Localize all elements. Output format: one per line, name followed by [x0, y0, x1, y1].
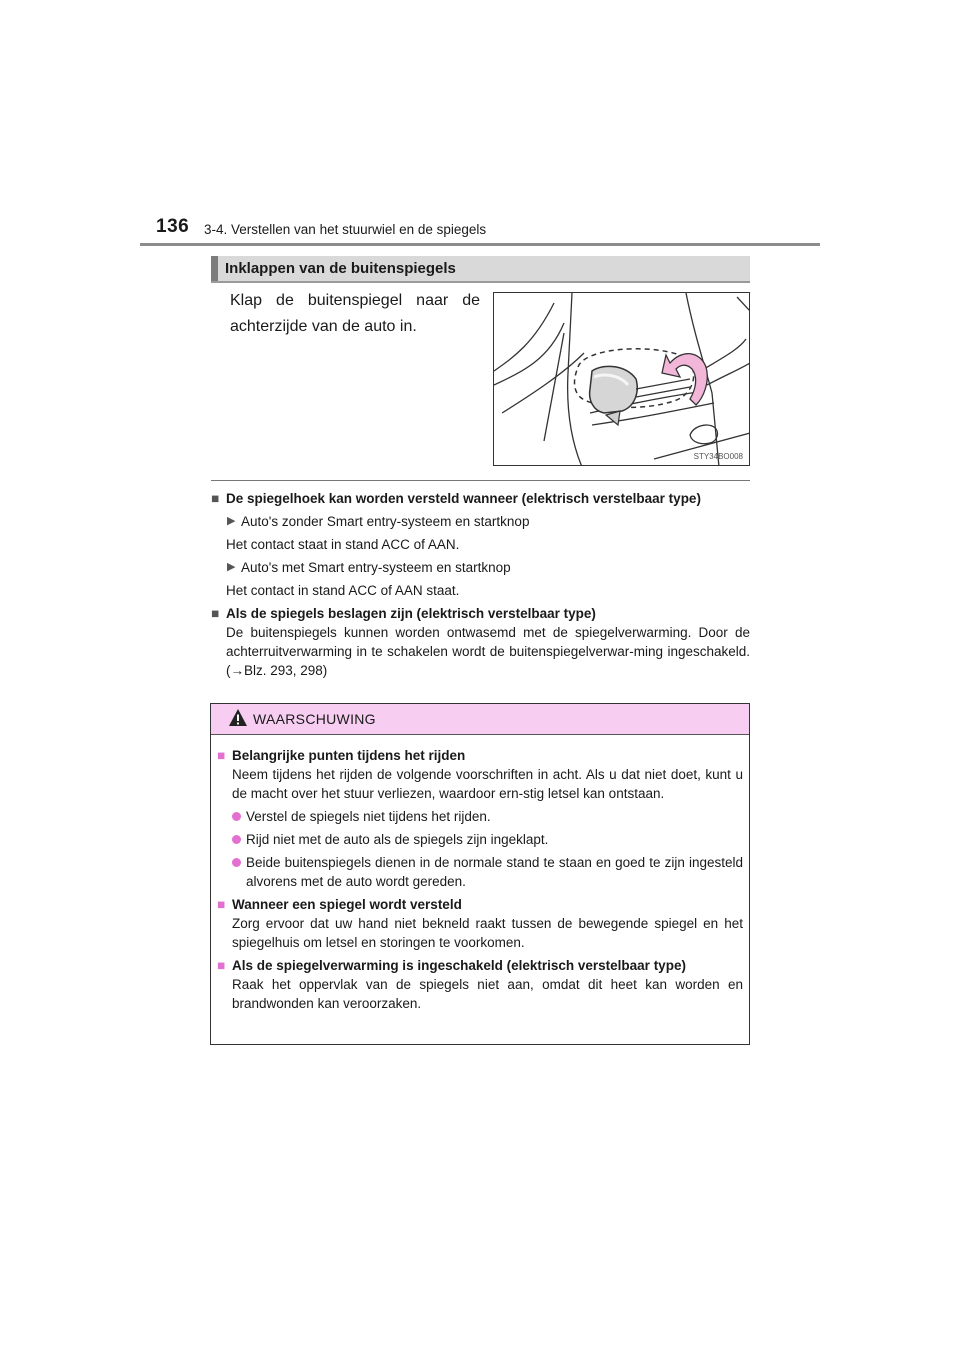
warning-header [211, 704, 749, 735]
warning-content [217, 746, 743, 1013]
warning-bullet [217, 853, 743, 891]
round-bullet-icon [232, 835, 241, 844]
bullet-text: Beide buitenspiegels dienen in de normale stand te staan en goed te zijn ingesteld alvorens met de auto wordt gereden. [246, 855, 743, 889]
note-heading-text: De spiegelhoek kan worden versteld wanneer (elektrisch verstelbaar type) [226, 491, 701, 506]
condition-item [211, 512, 750, 531]
round-bullet-icon [232, 812, 241, 821]
triangle-bullet-icon: ▶ [227, 515, 236, 527]
mirror-figure [493, 292, 750, 466]
condition-item [211, 558, 750, 577]
section-heading-bar [211, 256, 218, 281]
note-heading-text: Als de spiegels beslagen zijn (elektrisch verstelbaar type) [226, 606, 596, 621]
note-text: Het contact in stand ACC of AAN staat. [226, 583, 460, 598]
warning-title: WAARSCHUWING [253, 711, 376, 727]
note-heading [211, 604, 750, 623]
square-bullet-icon: ■ [217, 748, 226, 763]
square-bullet-icon: ■ [211, 491, 220, 506]
round-bullet-icon [232, 858, 241, 867]
page-number: 136 [156, 216, 190, 237]
warning-text: Neem tijdens het rijden de volgende voorschriften in acht. Als u dat niet doet, kunt u de macht over het stuur verliezen, waardoor ern-stig letsel kan ontstaan. [232, 767, 743, 801]
section-rule [211, 480, 750, 481]
square-bullet-icon: ■ [211, 606, 220, 621]
warning-heading [217, 746, 743, 765]
warning-bullet [217, 807, 743, 826]
section-title: Inklappen van de buitenspiegels [225, 260, 456, 277]
bullet-text: Verstel de spiegels niet tijdens het rijden. [246, 809, 491, 824]
warning-heading [217, 895, 743, 914]
chapter-title: 3-4. Verstellen van het stuurwiel en de spiegels [204, 222, 487, 237]
note-heading [211, 489, 750, 508]
section-heading [211, 256, 750, 283]
note-text: Het contact staat in stand ACC of AAN. [226, 537, 460, 552]
notes [211, 489, 750, 680]
warning-bullet [217, 830, 743, 849]
condition-text: Auto's met Smart entry-systeem en startknop [241, 560, 511, 575]
square-bullet-icon: ■ [217, 897, 226, 912]
warning-heading-text: Als de spiegelverwarming is ingeschakeld (elektrisch verstelbaar type) [232, 958, 686, 973]
square-bullet-icon: ■ [217, 958, 226, 973]
header-rule [140, 243, 820, 246]
bullet-text: Rijd niet met de auto als de spiegels zijn ingeklapt. [246, 832, 549, 847]
warning-text: Zorg ervoor dat uw hand niet bekneld raakt tussen de bewegende spiegel en het spiegelhuis om letsel en storingen te voorkomen. [232, 916, 743, 950]
warning-box [210, 703, 750, 1045]
note-text: De buitenspiegels kunnen worden ontwasemd met de spiegelverwarming. Door de achterruitverwarming in te schakelen wordt de buitenspiegelverwar-ming ingeschakeld. (→Blz. 293, 298) [226, 625, 750, 678]
intro-text: Klap de buitenspiegel naar de achterzijde van de auto in. [230, 292, 480, 335]
warning-heading-text: Belangrijke punten tijdens het rijden [232, 748, 466, 763]
triangle-bullet-icon: ▶ [227, 561, 236, 573]
condition-text: Auto's zonder Smart entry-systeem en startknop [241, 514, 530, 529]
warning-triangle-icon [228, 708, 248, 728]
folding-mirror-illustration [494, 293, 750, 466]
warning-heading-text: Wanneer een spiegel wordt versteld [232, 897, 462, 912]
warning-text: Raak het oppervlak van de spiegels niet aan, omdat dit heet kan worden en brandwonden kan veroorzaken. [232, 977, 743, 1011]
warning-heading [217, 956, 743, 975]
figure-code: STY34BO008 [693, 452, 743, 461]
